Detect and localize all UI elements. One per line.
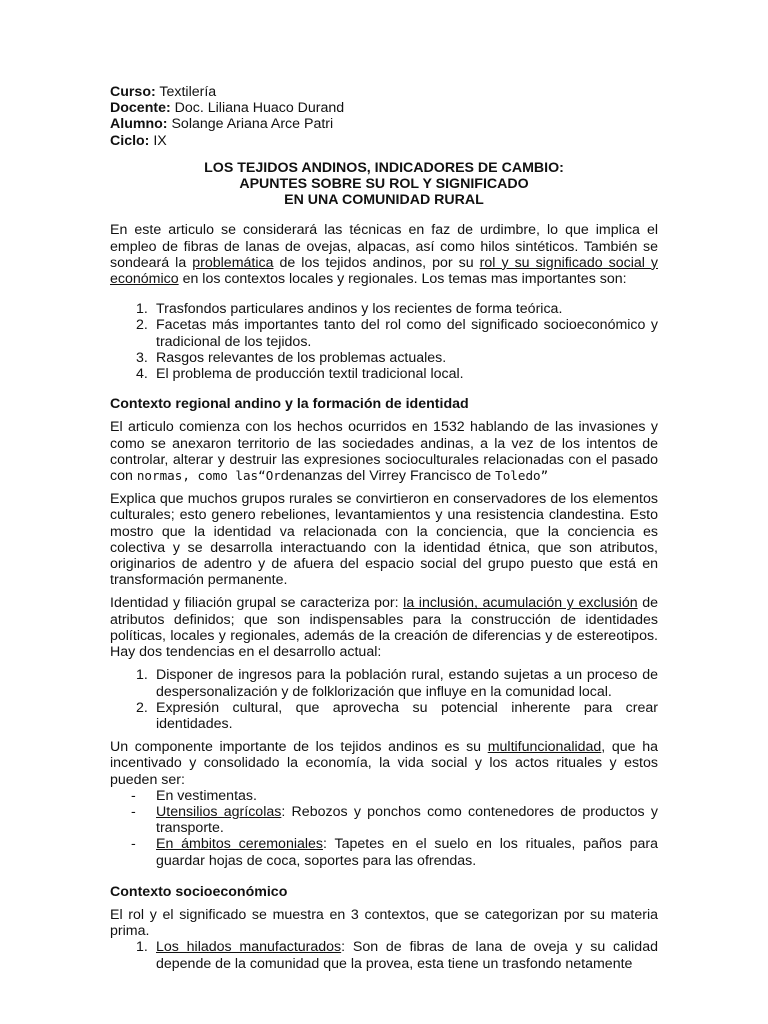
intro-text-3: en los contextos locales y regionales. Los temas mas importantes son:: [178, 271, 627, 288]
paragraph-text: El articulo comienza con los hechos ocurridos en 1532 hablando de las invasiones y como se anexaron territorio de las sociedades andinas, a la vez de los intentos de controlar, alterar y destruir las expresiones socioculturales relacionadas con el pasado con: [110, 419, 658, 485]
list-number: 1.: [136, 939, 148, 956]
list-text: : Tapetes en el suelo en los rituales, paños para guardar hojas de coca, soportes para las ofrendas.: [156, 836, 658, 869]
title-line-3: EN UNA COMUNIDAD RURAL: [284, 192, 484, 209]
alumno-value: Solange Ariana Arce Patri: [167, 116, 334, 133]
list-item: [110, 700, 658, 732]
paragraph-contexts: El rol y el significado se muestra en 3 contextos, que se categorizan por su materia prima.: [110, 906, 658, 940]
section-heading-regional: Contexto regional andino y la formación de identidad: [110, 396, 469, 413]
list-text: Trasfondos particulares andinos y los recientes de forma teórica.: [156, 301, 563, 318]
paragraph-mono-text: Toledo”: [495, 468, 549, 484]
curso-line: [110, 84, 658, 100]
intro-text-1: En este articulo se considerará las técnicas en faz de urdimbre, lo que implica el empleo de fibras de lanas de ovejas, alpacas, así como hilos sintéticos. También se sondeará la: [110, 222, 658, 271]
list-number: 1.: [136, 667, 148, 684]
list-text: El problema de producción textil tradicional local.: [156, 366, 464, 383]
intro-underline-1: problemática: [192, 254, 274, 271]
alumno-label: Alumno:: [110, 116, 168, 133]
topics-list: [110, 301, 658, 382]
list-dash: -: [131, 787, 136, 804]
list-item: [110, 301, 658, 317]
curso-value: Textilería: [155, 84, 217, 100]
usos-list: [110, 788, 658, 869]
ciclo-value: IX: [149, 132, 167, 149]
paragraph-multifunction: [110, 739, 658, 788]
list-dash: -: [131, 836, 136, 853]
list-number: 4.: [136, 366, 148, 383]
ciclo-line: [110, 133, 658, 149]
list-number: 3.: [136, 349, 148, 366]
list-text: Disponer de ingresos para la población rural, estando sujetas a un proceso de despersonalización y de folklorización que influye en la comunidad local.: [156, 667, 658, 700]
title-line-1: LOS TEJIDOS ANDINOS, INDICADORES DE CAMBIO:: [204, 159, 564, 176]
paragraph-text: denanzas del Virrey Francisco de: [280, 468, 496, 485]
paragraph-filiation: [110, 595, 658, 660]
intro-text-2: de los tejidos andinos, por su: [273, 254, 480, 271]
tendencias-list: [110, 667, 658, 732]
intro-paragraph: [110, 222, 658, 287]
list-text: : Son de fibras de lana de oveja y su calidad depende de la comunidad que la provea, esta tiene un trasfondo netamente: [156, 939, 658, 972]
list-dash: -: [131, 803, 136, 820]
list-item: [110, 836, 658, 868]
list-text: Rasgos relevantes de los problemas actuales.: [156, 349, 447, 366]
title-line-2: APUNTES SOBRE SU ROL Y SIGNIFICADO: [239, 176, 529, 193]
paragraph-text: Identidad y filiación grupal se caracteriza por:: [110, 595, 404, 612]
docente-line: [110, 100, 658, 116]
paragraph-underline: la inclusión, acumulación y exclusión: [403, 595, 638, 612]
list-item: [110, 350, 658, 366]
paragraph-underline: multifuncionalidad: [487, 739, 602, 756]
intro-underline-2: rol y su significado social y económico: [110, 254, 659, 288]
paragraph-history: [110, 419, 658, 484]
list-underline: Los hilados manufacturados: [156, 939, 342, 956]
list-text: Facetas más importantes tanto del rol como del significado socioeconómico y tradicional de los tejidos.: [156, 317, 658, 350]
list-text: En vestimentas.: [156, 787, 257, 804]
list-item: [110, 667, 658, 699]
document-page: [110, 84, 658, 972]
alumno-line: [110, 116, 658, 132]
paragraph-text: , que ha incentivado y consolidado la economía, la vida social y los actos rituales y estos pueden ser:: [110, 739, 658, 788]
course-info: [110, 84, 658, 149]
list-number: 2.: [136, 699, 148, 716]
materia-prima-list: [110, 939, 658, 971]
document-title: [110, 160, 658, 209]
ciclo-label: Ciclo:: [110, 132, 150, 149]
section-heading-socioeconomic: Contexto socioeconómico: [110, 883, 288, 900]
list-item: [110, 366, 658, 382]
list-text: : Rebozos y ponchos como contenedores de productos y transporte.: [156, 803, 658, 837]
list-item: [110, 804, 658, 836]
paragraph-text: de atributos definidos; que son indispensables para la construcción de identidades políticas, locales y regionales, además de la creación de diferencias y de estereotipos. Hay dos tendencias en el desarrollo actual:: [110, 595, 658, 661]
list-number: 2.: [136, 317, 148, 334]
paragraph-mono-text: normas, como las“Or: [136, 468, 281, 484]
list-underline: Utensilios agrícolas: [156, 803, 282, 820]
list-text: Expresión cultural, que aprovecha su potencial inherente para crear identidades.: [156, 699, 658, 732]
docente-label: Docente:: [110, 100, 171, 117]
list-number: 1.: [136, 301, 148, 318]
list-item: [110, 317, 658, 349]
list-item: [110, 788, 658, 804]
list-item: [110, 939, 658, 971]
paragraph-identity: Explica que muchos grupos rurales se convirtieron en conservadores de los elementos culturales; esto genero rebeliones, levantamientos y una resistencia clandestina. Esto mostro que la identidad va relacionada con la conciencia, que la conciencia es colectiva y se desarrolla interactuando con la identidad étnica, que son atributos, originarios de adentro y de afuera del espacio social del grupo puesto que está en transformación permanente.: [110, 491, 658, 589]
curso-label: Curso:: [110, 84, 156, 100]
paragraph-text: Un componente importante de los tejidos andinos es su: [110, 739, 488, 756]
docente-value: Doc. Liliana Huaco Durand: [170, 100, 345, 117]
list-underline: En ámbitos ceremoniales: [156, 836, 324, 853]
